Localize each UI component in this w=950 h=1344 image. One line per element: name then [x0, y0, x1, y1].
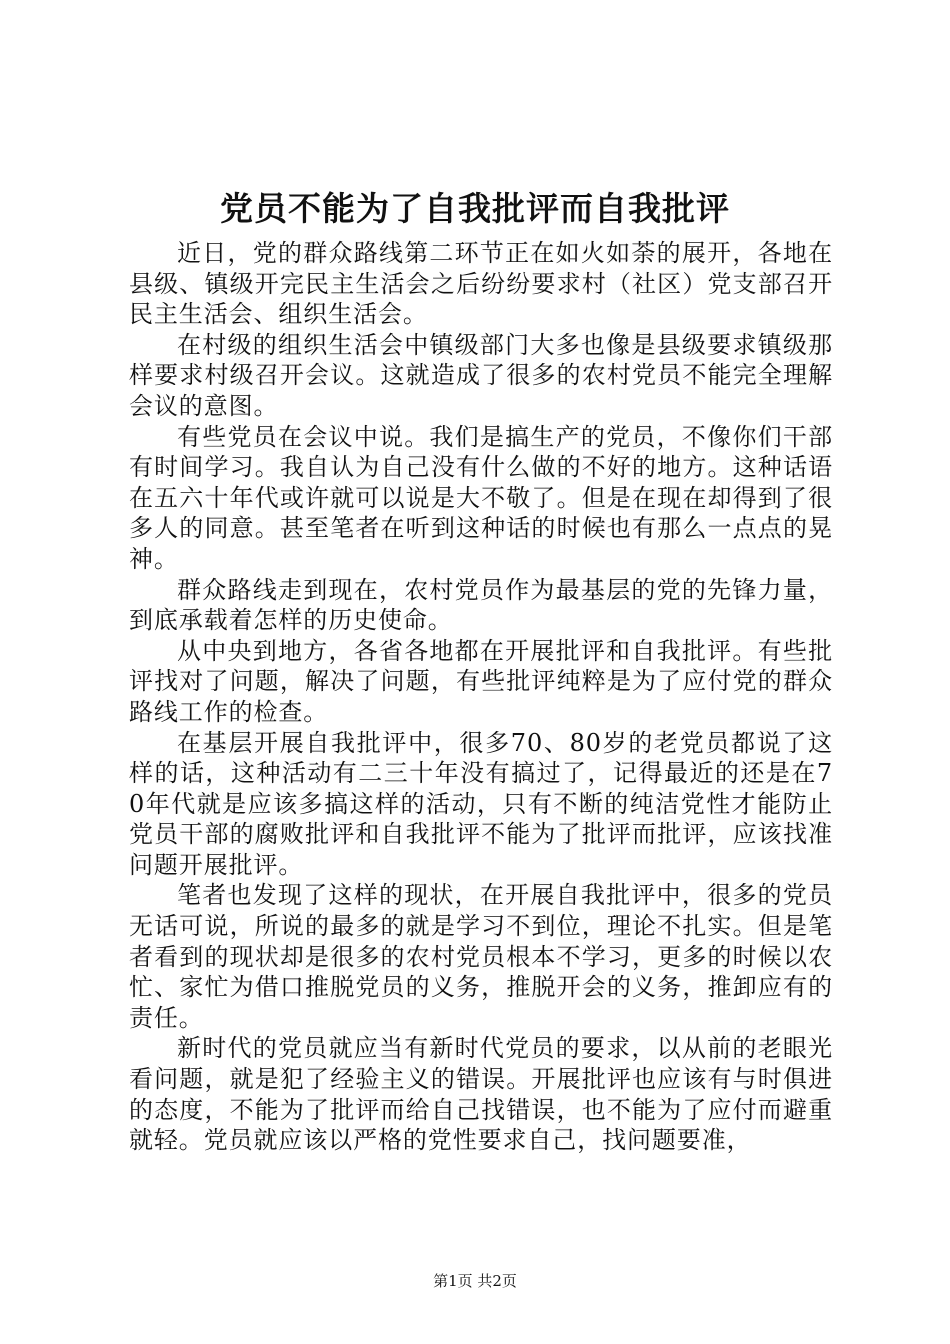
paragraph: 有些党员在会议中说。我们是搞生产的党员，不像你们干部有时间学习。我自认为自己没有什么做的不好的地方。这种话语在五六十年代或许就可以说是大不敬了。但是在现在却得到了很多人的同意。甚至笔者在听到这种话的时候也有那么一点点的晃神。: [129, 422, 833, 573]
paragraph: 从中央到地方，各省各地都在开展批评和自我批评。有些批评找对了问题，解决了问题，有些批评纯粹是为了应付党的群众路线工作的检查。: [129, 636, 833, 726]
document-title: 党员不能为了自我批评而自我批评: [220, 189, 730, 228]
document-body: [129, 238, 833, 1156]
paragraph: 在基层开展自我批评中，很多70、80岁的老党员都说了这样的话，这种活动有二三十年没有搞过了，记得最近的还是在70年代就是应该多搞这样的活动，只有不断的纯洁党性才能防止党员干部的腐败批评和自我批评不能为了批评而批评，应该找准问题开展批评。: [129, 728, 833, 879]
paragraph: 新时代的党员就应当有新时代党员的要求，以从前的老眼光看问题，就是犯了经验主义的错误。开展批评也应该有与时俱进的态度，不能为了批评而给自己找错误，也不能为了应付而避重就轻。党员就应该以严格的党性要求自己，找问题要准，: [129, 1034, 833, 1155]
paragraph: 笔者也发现了这样的现状，在开展自我批评中，很多的党员无话可说，所说的最多的就是学习不到位，理论不扎实。但是笔者看到的现状却是很多的农村党员根本不学习，更多的时候以农忙、家忙为借口推脱党员的义务，推脱开会的义务，推卸应有的责任。: [129, 881, 833, 1032]
paragraph: 近日，党的群众路线第二环节正在如火如荼的展开，各地在县级、镇级开完民主生活会之后纷纷要求村（社区）党支部召开民主生活会、组织生活会。: [129, 239, 833, 329]
paragraph: 在村级的组织生活会中镇级部门大多也像是县级要求镇级那样要求村级召开会议。这就造成了很多的农村党员不能完全理解会议的意图。: [129, 330, 833, 420]
page-footer: 第1页 共2页: [433, 1272, 517, 1290]
paragraph: 群众路线走到现在，农村党员作为最基层的党的先锋力量，到底承载着怎样的历史使命。: [129, 575, 833, 635]
